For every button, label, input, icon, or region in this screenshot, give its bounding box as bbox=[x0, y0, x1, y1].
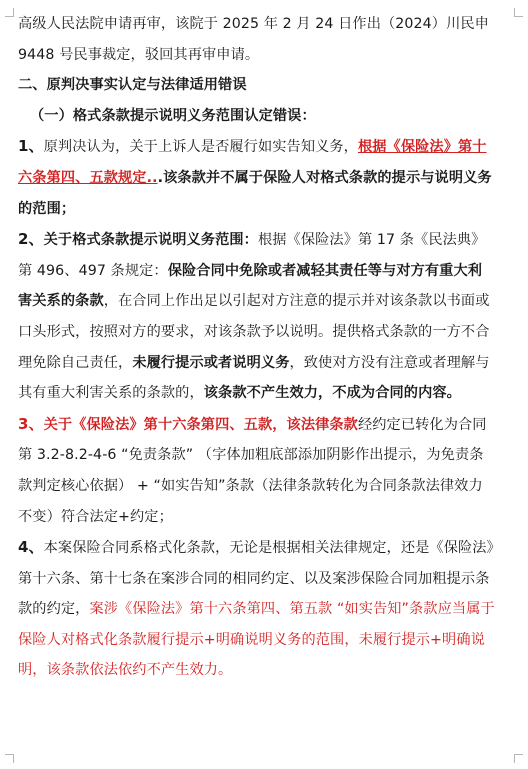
item-number: 2、 bbox=[18, 230, 44, 249]
list-item-1 bbox=[18, 131, 496, 224]
item-number: 3、 bbox=[18, 414, 44, 433]
section-heading-text: 二、原判决事实认定与法律适用错误 bbox=[18, 77, 247, 94]
page-corner-mark bbox=[5, 8, 14, 17]
item-red-underlined-text: 根据《保险法》第十六条第四、五款规定.. bbox=[18, 139, 487, 186]
item-text: 原判决认为，关于上诉人是否履行如实告知义务， bbox=[43, 139, 358, 156]
intro-text: 高级人民法院申请再审，该院于 2025 年 2 月 24 日作出（2024）川民申 9448 号民事裁定，驳回其再审申请。 bbox=[18, 16, 489, 63]
item-text: 根据《保险法》第 17 条《民法典》第 496、497 条规定： bbox=[18, 232, 486, 279]
subsection-heading-text: （一）格式条款提示说明义务范围认定错误： bbox=[30, 107, 316, 124]
item-bold-text: 该条款不产生效力，不成为合同的内容。 bbox=[203, 385, 461, 402]
item-text: 经约定已转化为合同第 3.2-8.2-4-6 “免责条款” （字体加粗底部添加阴影作出提示，为免责条款判定核心依据） + “如实告知”条款（法律条款转化为合同条款法律效力不变）符合法定+约定； bbox=[18, 416, 487, 525]
list-item-3 bbox=[18, 409, 496, 532]
item-red-bold-text: 关于《保险法》第十六条第四、五款，该法律条款 bbox=[43, 416, 358, 433]
item-text: ，致使对方没有注意或者理解与其有重大利害关系的条款的， bbox=[18, 354, 490, 402]
intro-paragraph bbox=[18, 9, 496, 70]
item-text: ，在合同上作出足以引起对方注意的提示并对该条款以书面或口头形式，按照对方的要求，对该条款予以说明。提供格式条款的一方不合理免除自己责任， bbox=[18, 293, 490, 371]
item-bold-text: .该条款并不属于保险人对格式条款的提示与说明义务的范围； bbox=[18, 169, 492, 217]
page-corner-mark bbox=[514, 754, 523, 763]
subsection-heading bbox=[18, 101, 496, 132]
section-heading bbox=[18, 70, 496, 101]
page-corner-mark bbox=[5, 754, 14, 763]
item-text: 本案保险合同系格式化条款，无论是根据相关法律规定，还是《保险法》第十六条、第十七条在案涉合同的相同约定、以及案涉保险合同加粗提示条款的约定， bbox=[18, 540, 494, 618]
list-item-2 bbox=[18, 224, 496, 409]
item-bold-text: 保险合同中免除或者减轻其责任等与对方有重大利害关系的条款 bbox=[18, 262, 483, 310]
page-corner-mark bbox=[514, 8, 523, 17]
item-number: 1、 bbox=[18, 137, 44, 156]
item-red-text: 案涉《保险法》第十六条第四、第五款 “如实告知”条款应当属于保险人对格式化条款履行提示+明确说明义务的范围，未履行提示+明确说明，该条款依法依约不产生效力。 bbox=[18, 601, 495, 679]
list-item-4 bbox=[18, 532, 496, 686]
document-body bbox=[18, 9, 496, 686]
item-number: 4、 bbox=[18, 538, 44, 557]
item-bold-text: 未履行提示或者说明义务 bbox=[132, 354, 290, 371]
item-bold-lead: 关于格式条款提示说明义务范围： bbox=[43, 232, 258, 249]
